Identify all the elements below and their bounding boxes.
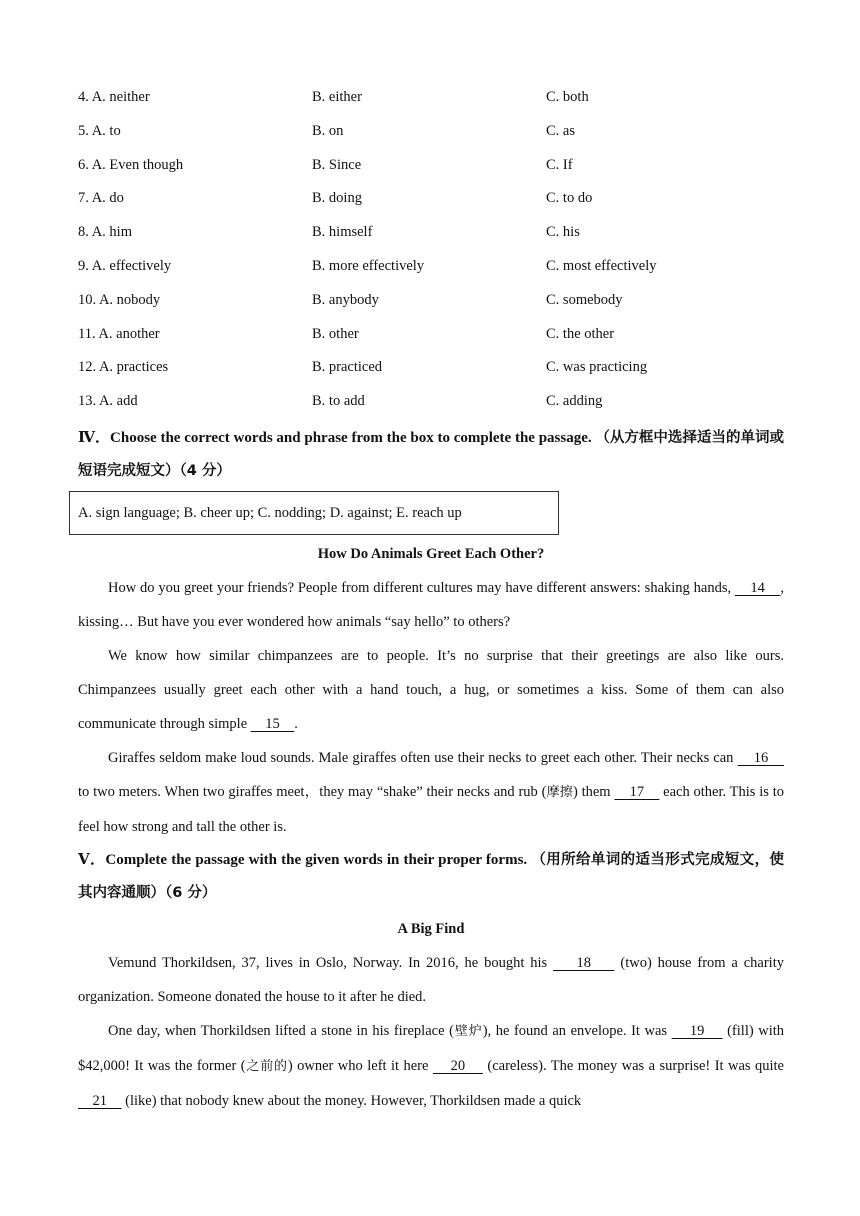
- option-a[interactable]: 4. A. neither: [78, 89, 150, 105]
- option-c[interactable]: C. If: [546, 156, 573, 173]
- option-a[interactable]: 5. A. to: [78, 122, 121, 139]
- option-a[interactable]: 11. A. another: [78, 325, 160, 342]
- paragraph-giraffes: [78, 741, 784, 844]
- text: each other. This is to feel how strong and tall the other is.: [78, 783, 784, 835]
- option-b[interactable]: B. more effectively: [312, 257, 425, 274]
- text: One day, when Thorkildsen lifted a stone in his fireplace (: [108, 1022, 454, 1039]
- text: (two) house from a charity organization. Someone donated the house to it after he died.: [78, 954, 784, 1005]
- section-5-heading-en: Ⅴ．Complete the passage with the given words in their proper forms.: [78, 851, 528, 868]
- blank-15[interactable]: 15: [250, 715, 295, 732]
- text: Vemund Thorkildsen, 37, lives in Oslo, Norway. In 2016, he bought his: [108, 954, 554, 971]
- option-b[interactable]: B. doing: [312, 190, 362, 207]
- text-cn: 摩擦: [546, 784, 573, 800]
- blank-21[interactable]: 21: [78, 1092, 122, 1109]
- option-a[interactable]: 7. A. do: [78, 190, 124, 207]
- option-c[interactable]: C. the other: [546, 325, 615, 342]
- option-b[interactable]: B. to add: [312, 393, 365, 410]
- option-c[interactable]: C. to do: [546, 190, 593, 207]
- option-c[interactable]: C. most effectively: [546, 257, 657, 274]
- option-row: [78, 152, 784, 186]
- paragraph-chimpanzees: [78, 639, 784, 741]
- option-a[interactable]: 6. A. Even though: [78, 156, 184, 173]
- blank-18[interactable]: 18: [553, 954, 615, 971]
- section-4-heading: [78, 422, 784, 488]
- paragraph-greetings: [78, 571, 784, 639]
- passage-title-big-find: A Big Find: [397, 920, 465, 937]
- option-c[interactable]: C. as: [546, 122, 575, 139]
- option-c[interactable]: C. was practicing: [546, 359, 648, 376]
- passage-title-animals: How Do Animals Greet Each Other?: [317, 545, 545, 562]
- option-row: [78, 84, 784, 118]
- text: .: [294, 715, 298, 732]
- section-4-heading-en: Ⅳ．Choose the correct words and phrase from the box to complete the passage.: [78, 429, 592, 446]
- text: to two meters. When two giraffes meet，they may “shake” their necks and rub (: [78, 783, 547, 800]
- blank-19[interactable]: 19: [671, 1022, 723, 1039]
- text: ), he found an envelope. It was: [482, 1022, 672, 1039]
- text: (careless). The money was a surprise! It was quite: [482, 1057, 784, 1074]
- word-box: A. sign language; B. cheer up; C. nodding; D. against; E. reach up: [69, 491, 559, 535]
- blank-20[interactable]: 20: [432, 1057, 483, 1074]
- blank-16[interactable]: 16: [737, 749, 785, 766]
- text: We know how similar chimpanzees are to people. It’s no surprise that their greetings are also like ours. Chimpanzees usually greet each other with a hand touch, a hug, or sometimes a kiss. Some of them can also communicate through simple: [78, 647, 784, 732]
- text: ) owner who left it here: [287, 1057, 433, 1074]
- text: (fill) with $42,000! It was the former (: [78, 1022, 785, 1074]
- option-row: [78, 354, 784, 388]
- text: (like) that nobody knew about the money. However, Thorkildsen made a quick: [121, 1092, 582, 1109]
- text-cn: 之前的: [245, 1058, 288, 1074]
- text-cn: 壁炉: [453, 1023, 483, 1039]
- option-c[interactable]: C. adding: [546, 393, 603, 410]
- option-a[interactable]: 13. A. add: [78, 393, 138, 410]
- option-b[interactable]: B. Since: [312, 156, 362, 173]
- option-b[interactable]: B. on: [312, 122, 344, 139]
- option-c[interactable]: C. somebody: [546, 291, 623, 308]
- worksheet-page: [78, 84, 784, 1118]
- option-a[interactable]: 10. A. nobody: [78, 291, 161, 308]
- options-list: [78, 84, 784, 422]
- option-row: [78, 253, 784, 287]
- option-b[interactable]: B. other: [312, 325, 359, 342]
- text: ) them: [572, 783, 615, 800]
- paragraph-envelope: [78, 1014, 784, 1118]
- section-5-heading: [78, 844, 784, 910]
- option-a[interactable]: 8. A. him: [78, 224, 132, 241]
- blank-14[interactable]: 14: [734, 579, 781, 596]
- text: , kissing… But have you ever wondered how animals “say hello” to others?: [78, 579, 784, 630]
- blank-17[interactable]: 17: [614, 783, 660, 800]
- option-b[interactable]: B. himself: [312, 224, 373, 241]
- option-b[interactable]: B. anybody: [312, 291, 379, 308]
- paragraph-thorkildsen: [78, 946, 784, 1014]
- option-b[interactable]: B. either: [312, 89, 362, 105]
- option-row: [78, 118, 784, 152]
- option-a[interactable]: 9. A. effectively: [78, 257, 172, 274]
- option-b[interactable]: B. practiced: [312, 359, 383, 376]
- option-row: [78, 321, 784, 355]
- option-row: [78, 219, 784, 253]
- option-c[interactable]: C. his: [546, 224, 580, 241]
- option-row: [78, 185, 784, 219]
- option-c[interactable]: C. both: [546, 89, 589, 105]
- text: Giraffes seldom make loud sounds. Male giraffes often use their necks to greet each other. Their necks can: [108, 749, 738, 766]
- section-4-heading-cn: （从方框中选择适当的单词或短语完成短文）（4 分）: [78, 429, 785, 479]
- option-a[interactable]: 12. A. practices: [78, 359, 169, 376]
- section-5-heading-cn: （用所给单词的适当形式完成短文，使其内容通顺）（6 分）: [78, 851, 785, 901]
- option-row: [78, 388, 784, 422]
- text: How do you greet your friends? People from different cultures may have different answers: shaking hands,: [108, 579, 735, 596]
- option-row: [78, 287, 784, 321]
